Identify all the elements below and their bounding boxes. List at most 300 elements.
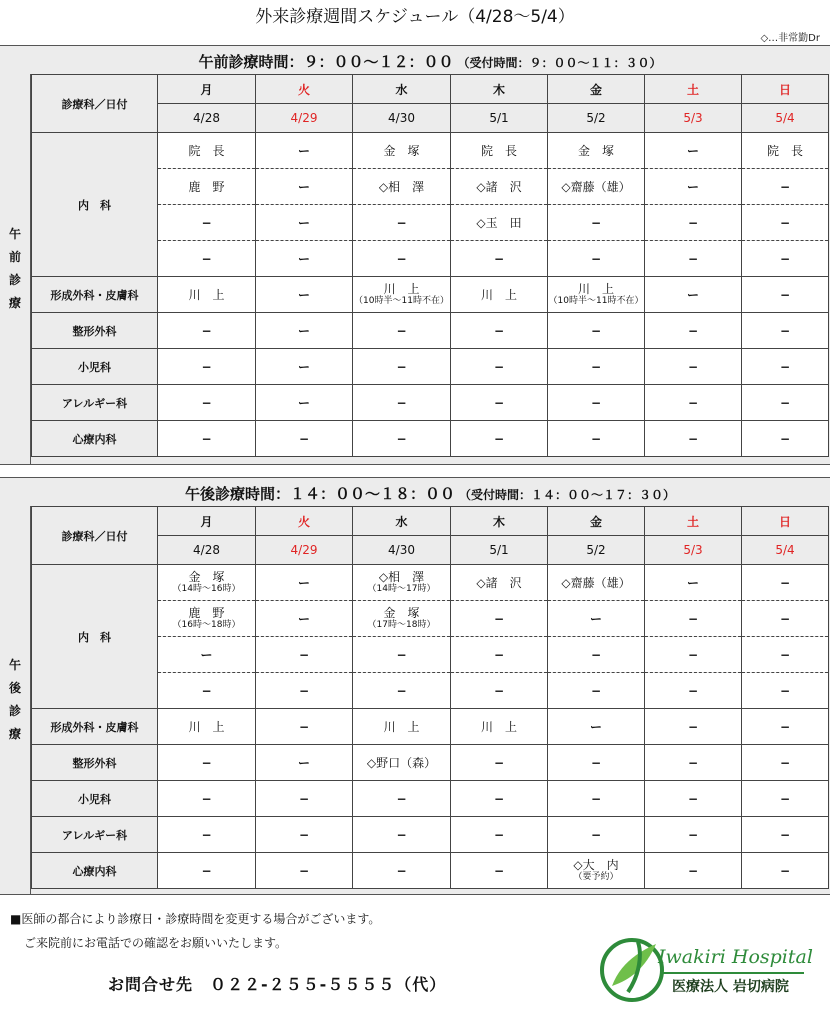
cell-text: − [779,827,791,842]
cell-text: − [687,683,699,698]
cell-text: − [590,395,602,410]
cell-text: ー [297,287,310,302]
day-date: 5/4 [742,536,829,565]
cell-text: − [396,215,407,230]
schedule-cell [158,133,256,169]
logo-english-name: Iwakiri Hospital [658,946,813,968]
cell-text: − [779,179,791,194]
cell-text: 川 上 [383,719,420,734]
cell-text: − [201,251,212,266]
schedule-cell [353,421,451,457]
cell-note: （16時〜18時） [172,620,241,630]
schedule-cell [548,241,645,277]
schedule-cell [742,637,829,673]
schedule-cell [353,313,451,349]
side-char: 前 [8,250,21,264]
cell-text: ◇齋藤（雄） [561,179,631,194]
cell-text: 川 上 [480,719,517,734]
cell-text: − [493,827,505,842]
schedule-cell [645,673,742,709]
cell-text: − [493,647,505,662]
schedule-cell [548,709,645,745]
cell-text: − [493,431,505,446]
schedule-cell [158,169,256,205]
cell-text: ー [297,215,310,230]
cell-text: − [779,719,791,734]
cell-text: 院 長 [188,143,225,158]
schedule-cell [548,745,645,781]
cell-text: − [201,431,212,446]
schedule-cell [353,565,451,601]
afternoon-side-label [0,506,31,894]
dept-label: 形成外科・皮膚科 [32,277,158,313]
schedule-cell [742,133,829,169]
cell-text: ◇玉 田 [476,215,522,230]
day-label: 木 [451,507,548,536]
cell-text: − [493,359,505,374]
confirm-call-note: ご来院前にお電話での確認をお願いいたします。 [24,936,288,950]
cell-text: − [396,647,407,662]
day-label: 木 [451,75,548,104]
schedule-cell [158,349,256,385]
dept-label: 整形外科 [32,313,158,349]
schedule-cell [742,853,829,889]
cell-text: 川 上 [188,719,225,734]
cell-text: 川 上 [577,282,614,296]
schedule-cell [353,601,451,637]
schedule-cell [742,817,829,853]
cell-text: − [687,719,699,734]
legend-note: ◇…非常勤Dr [760,33,820,44]
cell-text: − [298,791,310,806]
cell-text: − [779,395,791,410]
schedule-cell [353,637,451,673]
schedule-cell [451,817,548,853]
schedule-cell [548,205,645,241]
schedule-cell [548,817,645,853]
logo-underline [660,972,804,974]
cell-text: − [493,395,505,410]
cell-text: ー [297,359,310,374]
cell-text: − [779,647,791,662]
schedule-cell [451,421,548,457]
schedule-cell [548,349,645,385]
side-char: 療 [8,727,21,741]
schedule-cell [451,709,548,745]
cell-text: − [396,683,407,698]
day-label: 火 [256,75,353,104]
cell-text: − [779,431,791,446]
schedule-cell [158,637,256,673]
day-date: 5/3 [645,536,742,565]
schedule-cell [548,169,645,205]
cell-text: ー [200,647,213,662]
cell-text: ー [297,323,310,338]
cell-text: − [687,323,699,338]
cell-text: − [687,755,699,770]
dept-label: アレルギー科 [32,817,158,853]
schedule-cell [256,133,353,169]
schedule-cell [451,637,548,673]
schedule-cell [451,781,548,817]
header-row-days [32,507,829,536]
schedule-cell [256,781,353,817]
cell-text: − [590,323,602,338]
afternoon-table [31,506,829,889]
schedule-cell [645,313,742,349]
cell-text: ー [686,179,699,194]
morning-reception: （受付時間：９：００〜１１：３０） [457,56,662,70]
cell-text: − [201,827,212,842]
schedule-cell [742,565,829,601]
header-row-days [32,75,829,104]
dept-label: 形成外科・皮膚科 [32,709,158,745]
cell-text: ー [297,611,310,626]
schedule-cell [256,601,353,637]
schedule-cell [451,169,548,205]
day-date: 4/29 [256,536,353,565]
cell-text: ◇相 澤 [378,179,425,194]
schedule-cell [645,817,742,853]
schedule-cell [353,853,451,889]
dept-internal-medicine: 内 科 [32,133,158,277]
cell-text: ◇相 澤 [378,570,425,584]
dept-row [32,385,829,421]
dept-date-header: 診療科／日付 [32,507,158,565]
cell-text: − [201,323,212,338]
cell-text: ー [297,143,310,158]
schedule-cell [645,133,742,169]
cell-text: − [201,359,212,374]
day-label: 土 [645,507,742,536]
schedule-cell [645,601,742,637]
cell-text: 金 塚 [383,606,420,620]
cell-text: − [201,215,212,230]
day-date: 4/28 [158,536,256,565]
cell-text: ー [297,395,310,410]
schedule-cell [742,349,829,385]
cell-text: − [396,863,407,878]
dept-date-header: 診療科／日付 [32,75,158,133]
cell-text: 院 長 [766,143,803,158]
schedule-cell [158,241,256,277]
schedule-cell [353,673,451,709]
cell-text: − [298,719,310,734]
cell-text: − [779,287,791,302]
schedule-cell [353,745,451,781]
schedule-cell [742,313,829,349]
schedule-cell [645,637,742,673]
schedule-cell [353,133,451,169]
cell-text: − [779,215,791,230]
afternoon-reception: （受付時間：１４：００〜１７：３０） [459,488,676,502]
day-date: 5/2 [548,536,645,565]
schedule-cell [548,313,645,349]
dept-row [32,853,829,889]
schedule-cell [645,421,742,457]
schedule-cell [742,601,829,637]
schedule-cell [353,205,451,241]
schedule-cell [548,133,645,169]
schedule-cell [451,241,548,277]
dept-label: アレルギー科 [32,385,158,421]
cell-text: − [779,323,791,338]
dept-row [32,313,829,349]
cell-text: ◇大 内 [573,858,619,872]
schedule-cell [645,277,742,313]
schedule-cell [451,385,548,421]
cell-text: − [590,791,602,806]
cell-text: − [590,431,602,446]
cell-text: − [493,863,505,878]
schedule-cell [451,349,548,385]
day-date: 5/1 [451,536,548,565]
schedule-cell [742,673,829,709]
cell-text: − [590,215,602,230]
cell-text: 鹿 野 [188,606,225,620]
cell-text: − [396,323,407,338]
schedule-cell [548,565,645,601]
cell-text: − [590,647,602,662]
schedule-cell [158,601,256,637]
afternoon-hours-label: 午後診療時間：１４：００〜１８：００ [184,485,455,503]
afternoon-hours [30,483,830,504]
morning-table [31,74,829,457]
cell-text: − [687,863,699,878]
schedule-cell [353,169,451,205]
schedule-cell [742,205,829,241]
schedule-cell [645,709,742,745]
cell-text: 川 上 [480,287,517,302]
cell-text: − [687,611,699,626]
cell-text: − [779,791,791,806]
side-char: 午 [8,227,21,241]
schedule-cell [256,745,353,781]
cell-text: − [590,683,602,698]
schedule-cell [256,565,353,601]
day-label: 日 [742,75,829,104]
day-label: 月 [158,507,256,536]
schedule-cell [158,205,256,241]
schedule-cell [353,349,451,385]
schedule-cell [645,853,742,889]
schedule-cell [256,817,353,853]
schedule-cell [256,421,353,457]
cell-text: − [590,827,602,842]
side-char: 診 [8,704,21,718]
cell-text: ー [297,251,310,266]
cell-text: 院 長 [480,143,517,158]
cell-text: − [687,359,699,374]
schedule-cell [645,565,742,601]
schedule-cell [548,673,645,709]
schedule-cell [158,277,256,313]
day-label: 金 [548,75,645,104]
leaf-logo-icon [598,934,668,1006]
cell-text: − [493,683,505,698]
schedule-cell [256,673,353,709]
cell-text: − [687,647,699,662]
schedule-cell [548,277,645,313]
cell-text: 川 上 [188,287,225,302]
cell-text: ー [297,179,310,194]
cell-text: − [201,863,212,878]
day-date: 4/28 [158,104,256,133]
day-label: 月 [158,75,256,104]
cell-text: 川 上 [383,282,420,296]
cell-text: − [298,647,310,662]
cell-note: （要予約） [573,872,619,882]
dept-row [32,745,829,781]
schedule-cell [256,169,353,205]
schedule-cell [158,709,256,745]
cell-text: − [779,359,791,374]
cell-text: − [493,755,505,770]
cell-text: ー [686,143,699,158]
dept-label: 心療内科 [32,421,158,457]
dept-row [32,277,829,313]
cell-text: − [298,683,310,698]
day-date: 5/1 [451,104,548,133]
schedule-cell [548,421,645,457]
cell-text: ー [686,287,699,302]
cell-text: − [779,863,791,878]
cell-note: （17時〜18時） [367,620,436,630]
day-date: 5/2 [548,104,645,133]
schedule-cell [353,709,451,745]
schedule-cell [451,565,548,601]
schedule-cell [353,817,451,853]
cell-text: − [687,251,699,266]
day-date: 4/30 [353,104,451,133]
dept-label: 小児科 [32,781,158,817]
side-char: 療 [8,296,21,310]
side-char: 後 [8,681,21,695]
schedule-cell [256,313,353,349]
schedule-cell [645,169,742,205]
cell-text: − [687,827,699,842]
cell-text: − [590,755,602,770]
schedule-cell [548,385,645,421]
cell-text: ー [686,575,699,590]
cell-text: − [779,611,791,626]
schedule-cell [451,853,548,889]
dept-label: 整形外科 [32,745,158,781]
schedule-cell [256,205,353,241]
schedule-cell [158,385,256,421]
cell-text: − [779,755,791,770]
cell-text: 金 塚 [383,143,420,158]
dept-label: 小児科 [32,349,158,385]
cell-text: − [298,431,310,446]
cell-text: − [493,251,505,266]
page-title: 外来診療週間スケジュール（4/28〜5/4） [255,7,575,27]
cell-text: − [396,431,407,446]
schedule-cell [353,241,451,277]
schedule-cell [256,709,353,745]
day-date: 5/3 [645,104,742,133]
day-label: 火 [256,507,353,536]
cell-text: − [590,359,602,374]
cell-text: − [493,323,505,338]
schedule-cell [256,349,353,385]
day-label: 水 [353,75,451,104]
cell-note: （14時〜16時） [172,584,241,594]
dept-row [32,781,829,817]
naika-row [32,565,829,601]
schedule-cell [256,637,353,673]
day-date: 4/29 [256,104,353,133]
schedule-cell [158,565,256,601]
contact-phone: お問合せ先 ０２２-２５５-５５５５（代） [108,975,447,994]
schedule-cell [256,241,353,277]
morning-schedule [0,45,830,465]
schedule-cell [353,277,451,313]
schedule-cell [742,169,829,205]
cell-text: − [687,791,699,806]
dept-row [32,349,829,385]
day-label: 土 [645,75,742,104]
schedule-cell [158,313,256,349]
cell-text: − [298,863,310,878]
naika-row [32,133,829,169]
cell-text: ◇野口（森） [366,755,437,770]
day-label: 日 [742,507,829,536]
schedule-cell [548,781,645,817]
schedule-cell [256,277,353,313]
cell-text: − [779,251,791,266]
afternoon-schedule [0,477,830,895]
day-label: 金 [548,507,645,536]
schedule-cell [742,421,829,457]
dept-row [32,817,829,853]
dept-internal-medicine: 内 科 [32,565,158,709]
cell-text: − [201,791,212,806]
schedule-cell [451,313,548,349]
cell-text: − [493,611,505,626]
cell-text: − [687,395,699,410]
schedule-cell [742,241,829,277]
cell-text: − [396,395,407,410]
dept-label: 心療内科 [32,853,158,889]
cell-text: − [201,683,212,698]
logo-japanese-name: 医療法人 岩切病院 [672,979,789,995]
schedule-cell [451,673,548,709]
schedule-cell [645,781,742,817]
cell-text: ー [589,611,602,626]
day-label: 水 [353,507,451,536]
schedule-cell [645,205,742,241]
cell-text: − [201,395,212,410]
schedule-cell [158,781,256,817]
cell-note: （10時半〜11時不在） [354,296,449,306]
dept-row [32,709,829,745]
side-char: 診 [8,273,21,287]
day-date: 5/4 [742,104,829,133]
cell-text: ー [297,755,310,770]
cell-text: − [779,575,791,590]
schedule-cell [451,745,548,781]
schedule-cell [158,673,256,709]
cell-text: ◇諸 沢 [476,575,522,590]
cell-text: − [687,431,699,446]
day-date: 4/30 [353,536,451,565]
schedule-cell [353,781,451,817]
schedule-cell [742,781,829,817]
schedule-cell [548,853,645,889]
schedule-cell [645,241,742,277]
hospital-logo [598,934,814,1006]
